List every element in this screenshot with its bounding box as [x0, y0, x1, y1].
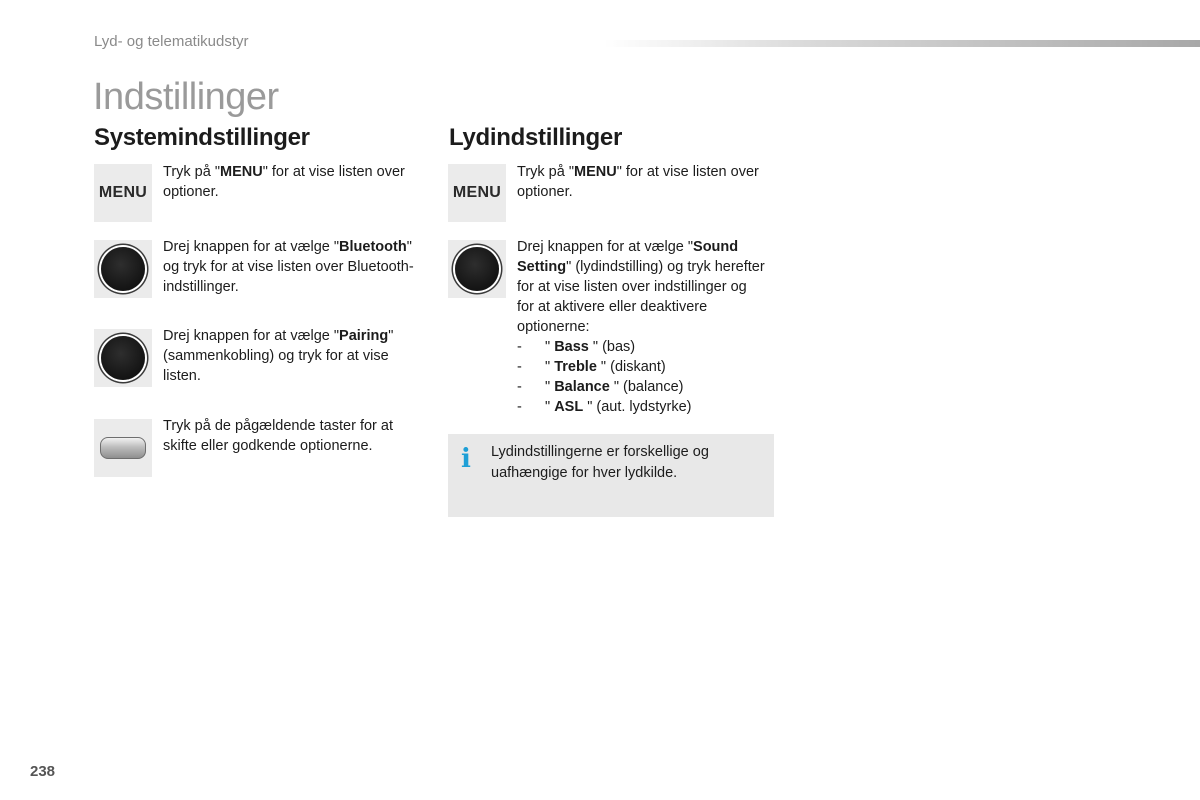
left-column-heading: Systemindstillinger: [94, 124, 310, 151]
info-note-text: Lydindstillingerne er forskellige og uafhængige for hver lydkilde.: [491, 444, 709, 481]
right-step-2-text: Drej knappen for at vælge "Sound Setting" (lydindstilling) og tryk herefter for at vise listen over indstillinger og for at aktivere eller deaktivere optionerne: - " Bass " (bas) - " Treble " (diskant) - " Balance " (balance) - " ASL " (aut. lydstyrke): [517, 239, 765, 415]
left-step-3-text: Drej knappen for at vælge "Pairing" (sammenkobling) og tryk for at vise listen.: [163, 328, 394, 384]
list-item: - " Bass " (bas): [517, 339, 636, 355]
menu-button-icon: [94, 164, 152, 222]
rotary-knob-icon: [94, 240, 152, 298]
rotary-knob-icon: [448, 240, 506, 298]
rocker-button-icon: [94, 419, 152, 477]
header-gradient-bar: [604, 40, 1200, 47]
left-step-2-text: Drej knappen for at vælge "Bluetooth" og tryk for at vise listen over Bluetooth-indstillinger.: [163, 239, 414, 295]
knob-shape: [101, 336, 145, 380]
page-title: Indstillinger: [93, 76, 279, 118]
page-number: 238: [30, 763, 56, 780]
left-step-1-text: Tryk på "MENU" for at vise listen over optioner.: [163, 164, 405, 200]
list-item: - " Treble " (diskant): [517, 359, 666, 375]
info-icon: i: [461, 444, 471, 474]
section-label: Lyd- og telematikudstyr: [94, 33, 249, 50]
knob-shape: [101, 247, 145, 291]
right-step-1-text: Tryk på "MENU" for at vise listen over optioner.: [517, 164, 759, 200]
menu-button-icon: [448, 164, 506, 222]
left-step-4-text: Tryk på de pågældende taster for at skifte eller godkende optionerne.: [163, 418, 393, 454]
list-item: - " Balance " (balance): [517, 379, 684, 395]
info-note-box: [448, 434, 774, 517]
menu-button-label: MENU: [452, 184, 502, 201]
knob-shape: [455, 247, 499, 291]
rocker-shape: [100, 437, 146, 459]
rotary-knob-icon: [94, 329, 152, 387]
list-item: - " ASL " (aut. lydstyrke): [517, 399, 692, 415]
menu-button-label: MENU: [98, 184, 148, 201]
right-column-heading: Lydindstillinger: [449, 124, 622, 151]
